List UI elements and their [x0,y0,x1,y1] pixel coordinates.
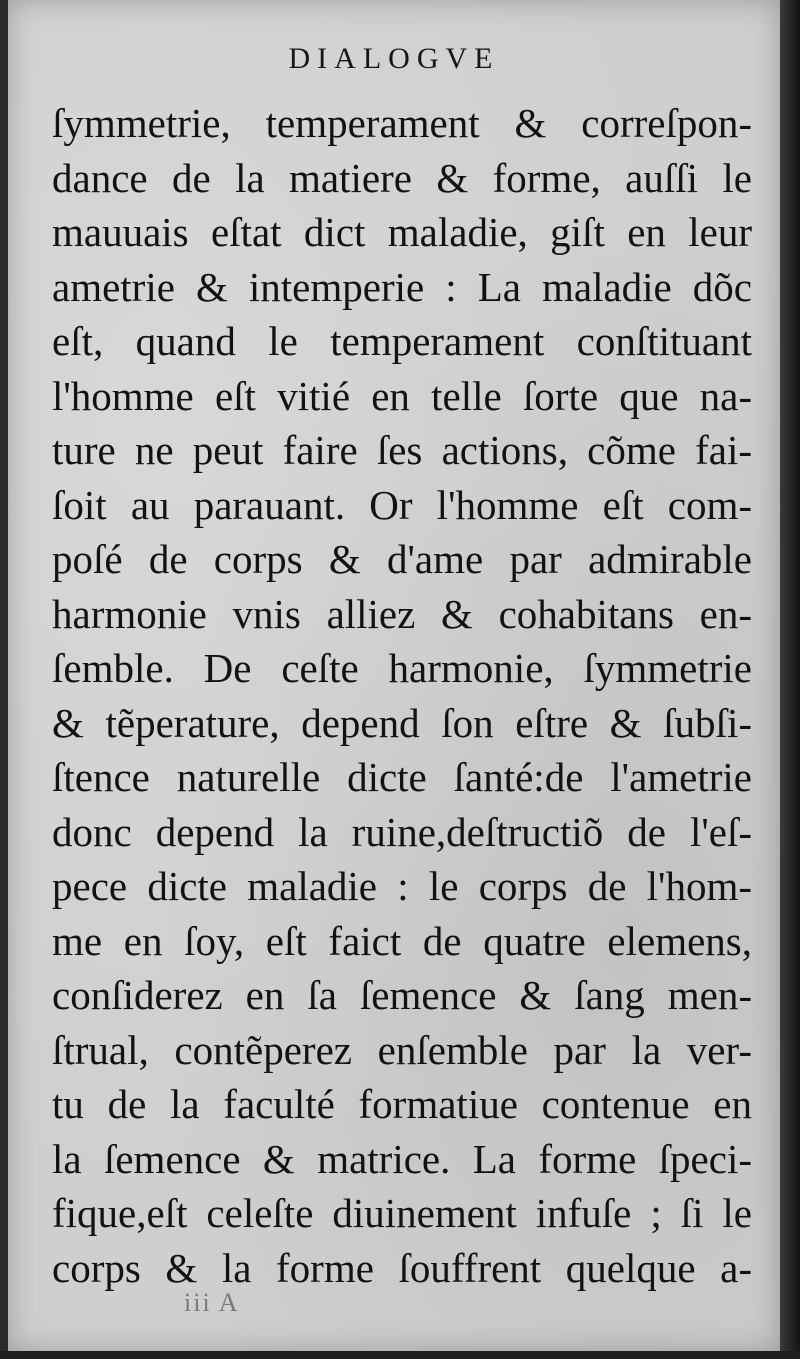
text-line: ſtrual, contẽperez enſemble par la ver- [52,1026,752,1073]
text-line: harmonie vnis alliez & cohabitans en- [52,590,752,637]
text-line: fique,eſt celeſte diuinement infuſe ; ſi le [52,1190,752,1236]
text-line: pece dicte maladie : le corps de l'hom- [52,863,752,909]
text-line: tu de la faculté formatiue contenue en [52,1081,752,1127]
text-line: ſymmetrie, temperament & correſpon- [52,100,752,146]
text-line: la ſemence & matrice. La forme ſpeci- [52,1135,752,1182]
text-line: ſoit au parauant. Or l'homme eſt com- [52,481,752,528]
text-line: & tẽperature, depend ſon eſtre & ſubſi- [52,699,752,746]
text-line: mauuais eſtat dict maladie, giſt en leur [52,209,752,255]
text-line: corps & la forme ſouffrent quelque a- [52,1244,752,1291]
text-line: ſemble. De ceſte harmonie, ſymmetrie [52,645,752,691]
text-line: dance de la matiere & forme, auſſi le [52,154,752,201]
page-bottom-edge [0,1351,800,1359]
text-line: eſt, quand le temperament conſtituant [52,318,752,364]
text-line: l'homme eſt vitié en telle ſorte que na- [52,372,752,419]
text-line: conſiderez en ſa ſemence & ſang men- [52,972,752,1018]
text-line: ametrie & intemperie : La maladie dõc [52,263,752,310]
text-line: ture ne peut faire ſes actions, cõme fai- [52,427,752,473]
text-line: ſtence naturelle dicte ſanté:de l'ametrie [52,754,752,800]
page-edge-shadow [780,0,800,1359]
text-line: donc depend la ruine,deſtructiõ de l'eſ- [52,808,752,855]
signature-mark: iii A [184,1288,240,1317]
book-page [8,0,780,1352]
running-head: DIALOGVE [288,42,500,75]
body-text [52,96,752,1295]
text-line: me en ſoy, eſt faict de quatre elemens, [52,917,752,964]
text-line: poſé de corps & d'ame par admirable [52,536,752,582]
